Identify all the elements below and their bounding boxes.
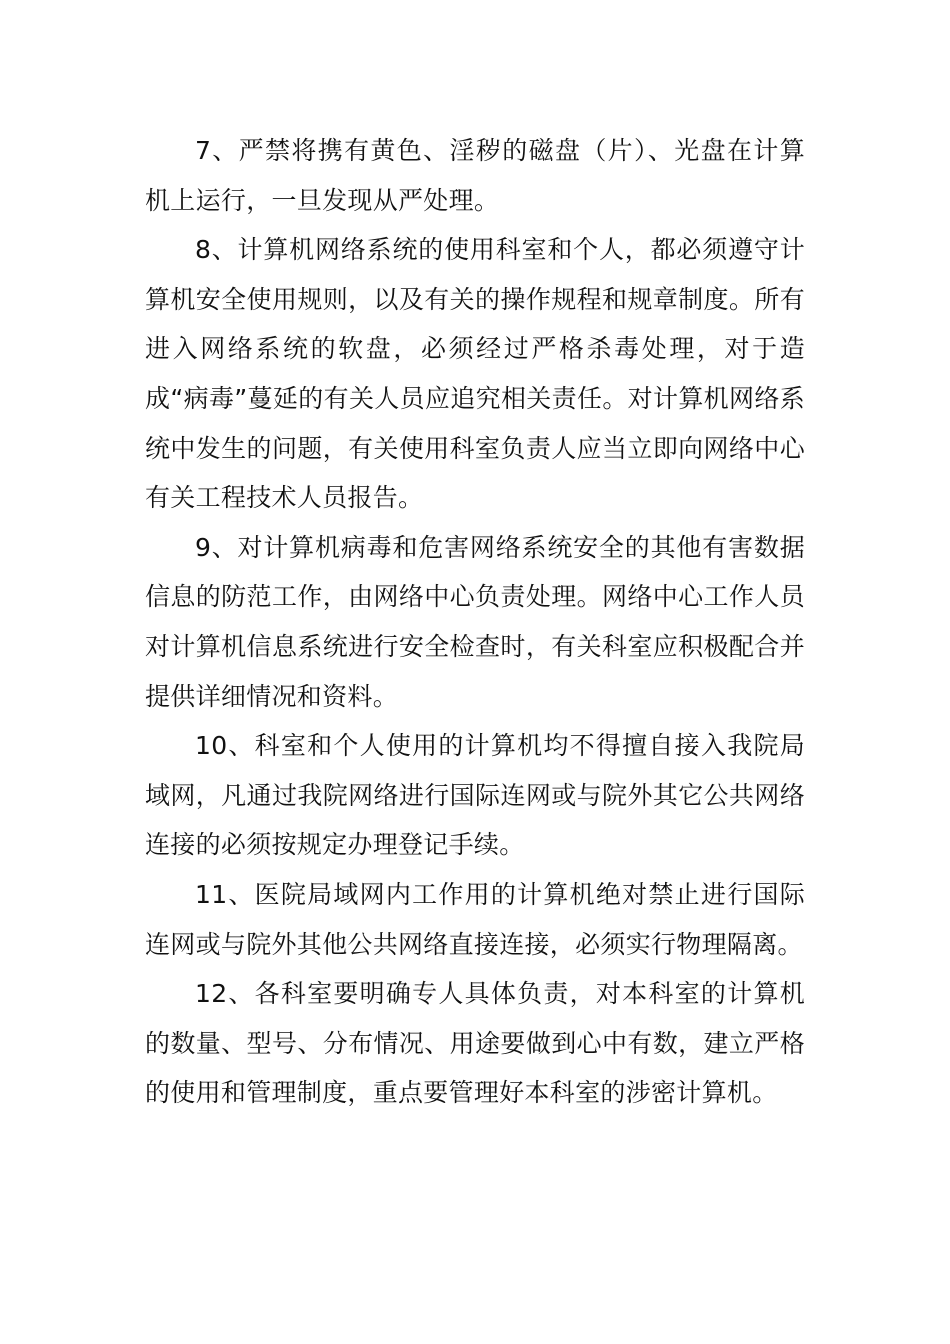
paragraph-rule-11: 11、医院局域网内工作用的计算机绝对禁止进行国际连网或与院外其他公共网络直接连接，必须实行物理隔离。 [145,879,805,959]
paragraph-rule-7: 7、严禁将携有黄色、淫秽的磁盘（片）、光盘在计算机上运行，一旦发现从严处理。 [145,136,805,215]
document-body [145,126,805,1118]
paragraph-rule-9: 9、对计算机病毒和危害网络系统安全的其他有害数据信息的防范工作，由网络中心负责处理。网络中心工作人员对计算机信息系统进行安全检查时，有关科室应积极配合并提供详细情况和资料。 [145,532,805,711]
paragraph-rule-10: 10、科室和个人使用的计算机均不得擅自接入我院局域网，凡通过我院网络进行国际连网或与院外其它公共网络连接的必须按规定办理登记手续。 [145,731,805,860]
paragraph-rule-8: 8、计算机网络系统的使用科室和个人，都必须遵守计算机安全使用规则，以及有关的操作规程和规章制度。所有进入网络系统的软盘，必须经过严格杀毒处理，对于造成“病毒”蔓延的有关人员应追究相关责任。对计算机网络系统中发生的问题，有关使用科室负责人应当立即向网络中心有关工程技术人员报告。 [145,235,805,513]
paragraph-rule-12: 12、各科室要明确专人具体负责，对本科室的计算机的数量、型号、分布情况、用途要做到心中有数，建立严格的使用和管理制度，重点要管理好本科室的涉密计算机。 [145,979,805,1108]
